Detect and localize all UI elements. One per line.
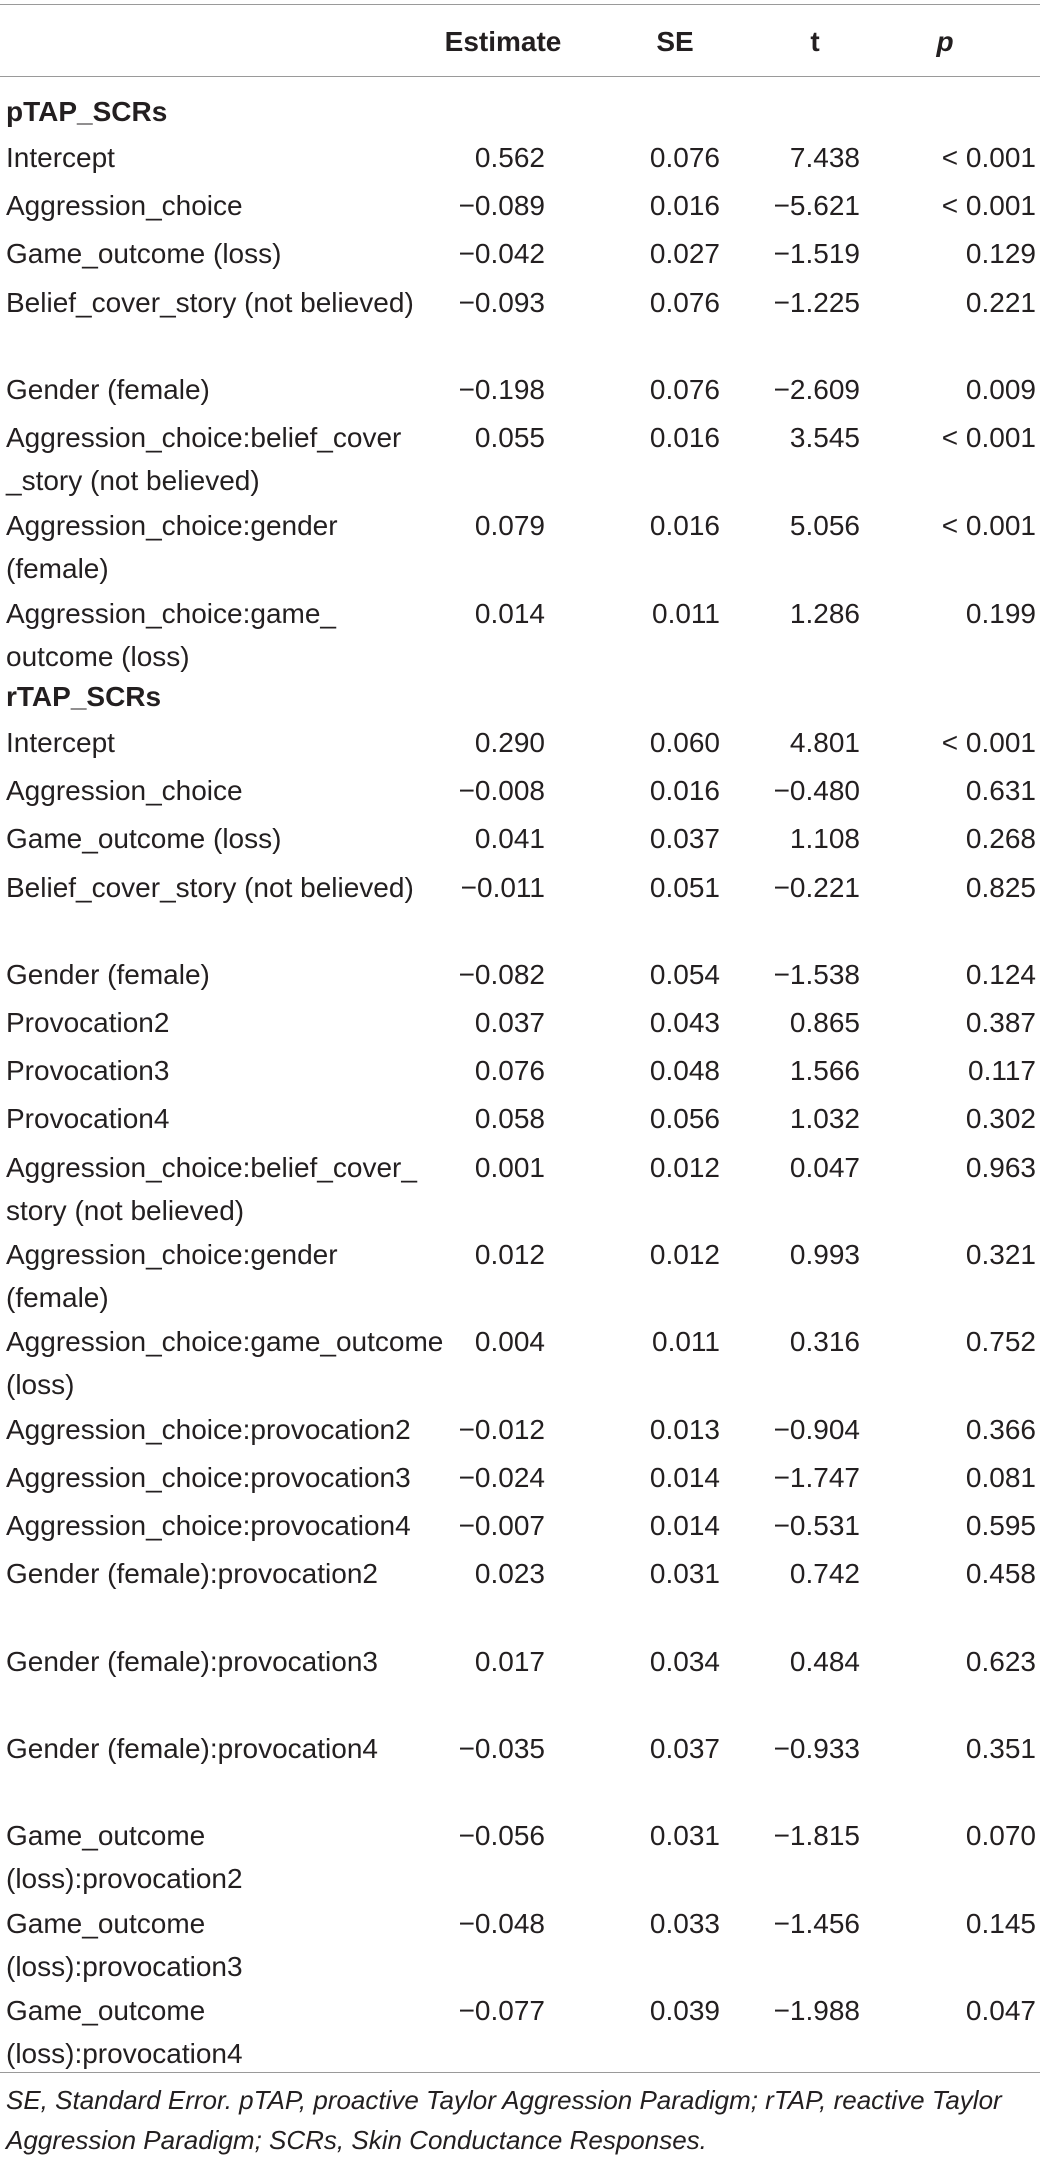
cell-p: 0.221 [965,287,1036,318]
cell-se: 0.012 [649,1239,720,1270]
row-label: Aggression_choice:provocation3 [6,1462,411,1493]
table-top-rule [0,4,1040,5]
cell-estimate: −0.089 [458,190,545,221]
cell-t: −1.747 [773,1462,860,1493]
cell-se: 0.056 [649,1103,720,1134]
cell-p: 0.268 [965,823,1036,854]
cell-estimate: 0.079 [474,510,545,541]
cell-estimate: −0.077 [458,1995,545,2026]
cell-t: 1.032 [789,1103,860,1134]
row-label: Aggression_choice [6,775,243,806]
cell-se: 0.013 [649,1414,720,1445]
cell-estimate: 0.041 [474,823,545,854]
cell-estimate: −0.082 [458,959,545,990]
cell-se: 0.027 [649,238,720,269]
cell-se: 0.054 [649,959,720,990]
cell-p: < 0.001 [941,142,1036,173]
row-label: Intercept [6,142,115,173]
cell-t: 4.801 [789,727,860,758]
cell-p: < 0.001 [941,190,1036,221]
cell-se: 0.037 [649,823,720,854]
cell-t: −1.815 [773,1820,860,1851]
cell-estimate: 0.014 [474,598,545,629]
header-t: t [810,26,820,57]
cell-estimate: 0.037 [474,1007,545,1038]
cell-se: 0.016 [649,775,720,806]
table-footnote: SE, Standard Error. pTAP, proactive Taylor Aggression Paradigm; rTAP, reactive Taylor Aggression Paradigm; SCRs, Skin Conductance Responses. [6,2085,1002,2155]
cell-p: 0.387 [965,1007,1036,1038]
cell-p: 0.199 [965,598,1036,629]
cell-estimate: 0.290 [474,727,545,758]
row-label: Game_outcome (loss) [6,823,282,854]
row-label: Aggression_choice:belief_cover_ story (not believed) [6,1152,417,1226]
cell-t: −0.904 [773,1414,860,1445]
cell-p: 0.124 [965,959,1036,990]
cell-t: 1.108 [789,823,860,854]
cell-estimate: 0.012 [474,1239,545,1270]
cell-estimate: 0.017 [474,1646,545,1677]
row-label: Provocation4 [6,1103,170,1134]
cell-p: 0.117 [968,1055,1036,1086]
cell-se: 0.060 [649,727,720,758]
cell-t: 0.316 [789,1326,860,1357]
cell-t: −0.933 [773,1733,860,1764]
cell-p: 0.963 [965,1152,1036,1183]
row-label: Game_outcome (loss):provocation3 [6,1908,243,1982]
section-title: rTAP_SCRs [6,681,162,712]
cell-estimate: 0.023 [474,1558,545,1589]
cell-p: 0.825 [965,872,1036,903]
cell-estimate: −0.093 [458,287,545,318]
cell-p: < 0.001 [941,727,1036,758]
cell-estimate: −0.024 [458,1462,545,1493]
header-bottom-rule [0,76,1040,77]
cell-se: 0.016 [649,422,720,453]
row-label: Gender (female):provocation2 [6,1558,378,1589]
cell-p: 0.752 [965,1326,1036,1357]
row-label: Aggression_choice:provocation4 [6,1510,411,1541]
cell-estimate: −0.007 [458,1510,545,1541]
cell-p: 0.623 [965,1646,1036,1677]
cell-se: 0.031 [649,1820,720,1851]
cell-p: 0.595 [965,1510,1036,1541]
cell-se: 0.076 [649,287,720,318]
cell-t: 1.286 [789,598,860,629]
cell-t: 0.484 [789,1646,860,1677]
cell-p: 0.458 [965,1558,1036,1589]
cell-t: 5.056 [789,510,860,541]
cell-t: −1.225 [773,287,860,318]
cell-estimate: 0.562 [474,142,545,173]
cell-se: 0.031 [649,1558,720,1589]
cell-t: 0.993 [789,1239,860,1270]
cell-estimate: −0.042 [458,238,545,269]
row-label: Aggression_choice:provocation2 [6,1414,411,1445]
cell-t: −2.609 [773,374,860,405]
row-label: Gender (female):provocation3 [6,1646,378,1677]
cell-p: 0.081 [965,1462,1036,1493]
row-label: Aggression_choice:gender (female) [6,510,338,584]
cell-t: −0.531 [773,1510,860,1541]
cell-se: 0.014 [649,1462,720,1493]
cell-estimate: −0.048 [458,1908,545,1939]
row-label: Gender (female):provocation4 [6,1733,378,1764]
cell-se: 0.051 [649,872,720,903]
section-title: pTAP_SCRs [6,96,168,127]
cell-p: < 0.001 [941,510,1036,541]
cell-p: 0.631 [965,775,1036,806]
cell-se: 0.016 [649,190,720,221]
cell-se: 0.043 [649,1007,720,1038]
row-label: Aggression_choice:game_outcome (loss) [6,1326,444,1400]
row-label: Gender (female) [6,959,210,990]
cell-t: −1.456 [773,1908,860,1939]
header-p: p [936,26,954,57]
cell-se: 0.048 [649,1055,720,1086]
cell-estimate: −0.012 [458,1414,545,1445]
cell-se: 0.037 [649,1733,720,1764]
cell-t: −1.519 [773,238,860,269]
cell-estimate: 0.076 [474,1055,545,1086]
cell-se: 0.011 [652,598,720,629]
cell-p: 0.321 [965,1239,1036,1270]
row-label: Aggression_choice:game_ outcome (loss) [6,598,336,672]
row-label: Provocation2 [6,1007,170,1038]
row-label: Game_outcome (loss):provocation4 [6,1995,243,2069]
cell-se: 0.016 [649,510,720,541]
table-bottom-rule [0,2072,1040,2073]
cell-t: 0.047 [789,1152,860,1183]
cell-p: 0.366 [965,1414,1036,1445]
cell-se: 0.076 [649,374,720,405]
cell-t: 1.566 [789,1055,860,1086]
cell-estimate: 0.004 [474,1326,545,1357]
cell-t: −0.480 [773,775,860,806]
cell-se: 0.076 [649,142,720,173]
cell-se: 0.012 [649,1152,720,1183]
cell-p: 0.351 [965,1733,1036,1764]
cell-estimate: −0.011 [460,872,545,903]
cell-se: 0.014 [649,1510,720,1541]
cell-t: −1.538 [773,959,860,990]
cell-t: 3.545 [789,422,860,453]
cell-p: 0.009 [965,374,1036,405]
row-label: Game_outcome (loss) [6,238,282,269]
row-label: Belief_cover_story (not believed) [6,287,414,318]
cell-se: 0.034 [649,1646,720,1677]
row-label: Aggression_choice [6,190,243,221]
row-label: Gender (female) [6,374,210,405]
cell-se: 0.039 [649,1995,720,2026]
cell-se: 0.011 [652,1326,720,1357]
cell-p: 0.145 [965,1908,1036,1939]
cell-p: 0.047 [965,1995,1036,2026]
cell-p: < 0.001 [941,422,1036,453]
cell-t: −5.621 [773,190,860,221]
row-label: Intercept [6,727,115,758]
cell-p: 0.129 [965,238,1036,269]
cell-t: 7.438 [789,142,860,173]
cell-estimate: −0.008 [458,775,545,806]
cell-estimate: −0.056 [458,1820,545,1851]
header-se: SE [656,26,694,57]
cell-se: 0.033 [649,1908,720,1939]
cell-estimate: −0.198 [458,374,545,405]
cell-p: 0.070 [965,1820,1036,1851]
cell-t: −0.221 [773,872,860,903]
cell-estimate: 0.058 [474,1103,545,1134]
cell-p: 0.302 [965,1103,1036,1134]
row-label: Belief_cover_story (not believed) [6,872,414,903]
cell-estimate: −0.035 [458,1733,545,1764]
header-estimate: Estimate [444,26,562,57]
cell-t: 0.742 [789,1558,860,1589]
cell-t: 0.865 [789,1007,860,1038]
row-label: Aggression_choice:gender (female) [6,1239,338,1313]
cell-t: −1.988 [773,1995,860,2026]
row-label: Provocation3 [6,1055,170,1086]
cell-estimate: 0.001 [474,1152,545,1183]
row-label: Game_outcome (loss):provocation2 [6,1820,243,1894]
row-label: Aggression_choice:belief_cover _story (not believed) [6,422,402,496]
cell-estimate: 0.055 [474,422,545,453]
